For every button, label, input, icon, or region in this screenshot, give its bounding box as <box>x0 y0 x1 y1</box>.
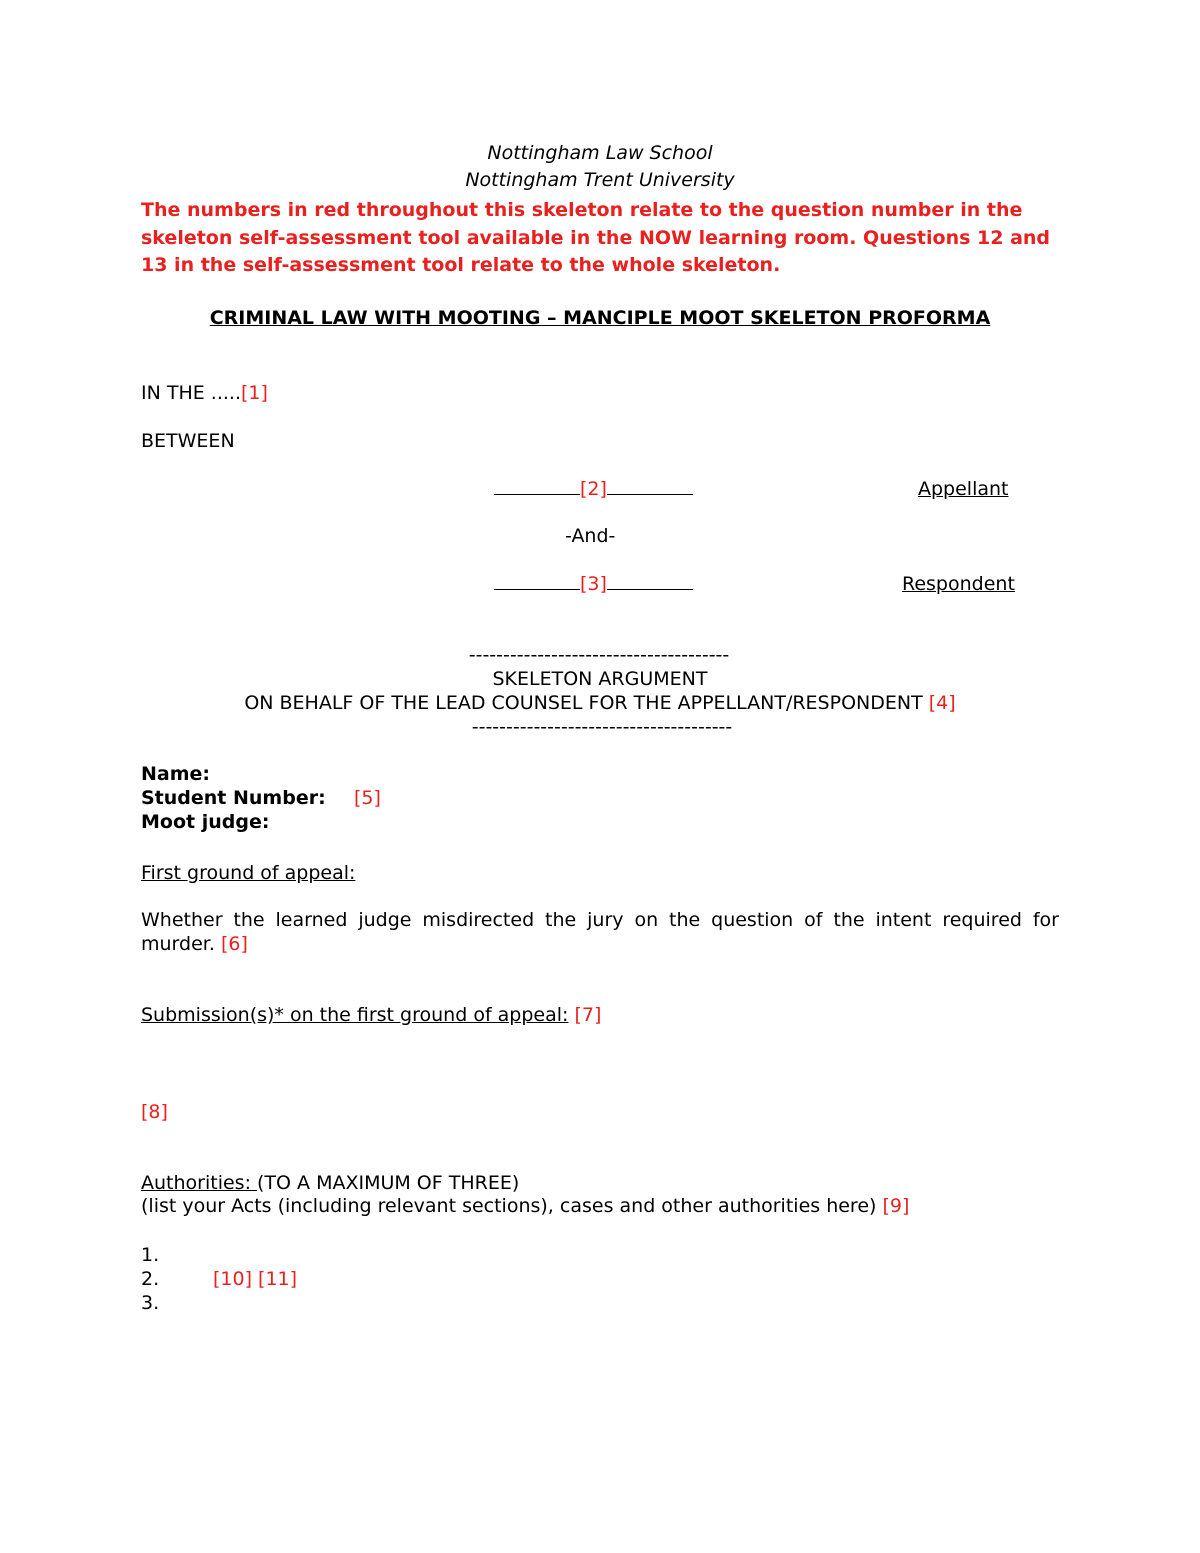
blank-line <box>494 478 580 495</box>
respondent-name-line <box>494 572 693 596</box>
authorities-heading-rest: (TO A MAXIMUM OF THREE) <box>257 1172 520 1194</box>
student-number-line <box>141 786 326 810</box>
appellant-marker: [2] <box>580 478 607 500</box>
ground-text-line1: Whether the learned judge misdirected the jury on the question of the intent required for <box>141 909 1059 931</box>
authority-item-2: 2. <box>141 1268 160 1290</box>
name-label: Name: <box>141 763 211 785</box>
student-number-label: Student Number: <box>141 787 326 809</box>
submissions-heading: Submission(s)* on the first ground of appeal: <box>141 1004 569 1026</box>
student-number-marker: [5] <box>354 787 381 809</box>
authority-item-2-markers: [10] [11] <box>213 1268 298 1290</box>
between-label: BETWEEN <box>141 430 235 452</box>
appellant-name-line <box>494 477 693 501</box>
skeleton-title: SKELETON ARGUMENT <box>492 668 708 690</box>
ground-text <box>141 908 1059 956</box>
submissions-line <box>141 1003 601 1027</box>
blank-line <box>607 478 693 495</box>
authorities-heading-line <box>141 1171 519 1195</box>
ground-heading: First ground of appeal: <box>141 862 356 884</box>
instruction-note: The numbers in red throughout this skeleton relate to the question number in the skeleton self-assessment tool available in the NOW learning room. Questions 12 and 13 in the self-assessment tool relate to the whole skeleton. <box>141 199 1051 276</box>
and-label: -And- <box>565 525 616 547</box>
authorities-note-line <box>141 1194 909 1218</box>
document-title: CRIMINAL LAW WITH MOOTING – MANCIPLE MOOT SKELETON PROFORMA <box>209 307 991 329</box>
moot-judge-label: Moot judge: <box>141 811 270 833</box>
court-text: IN THE ..... <box>141 382 241 404</box>
bottom-rule: -------------------------------------- <box>471 716 733 738</box>
blank-line <box>607 573 693 590</box>
authorities-note: (list your Acts (including relevant sections), cases and other authorities here) <box>141 1195 877 1217</box>
authorities-marker: [9] <box>882 1195 910 1217</box>
submissions-marker-2: [8] <box>141 1101 168 1123</box>
respondent-marker: [3] <box>580 573 607 595</box>
authority-item-3: 3. <box>141 1292 160 1314</box>
skeleton-subtitle: ON BEHALF OF THE LEAD COUNSEL FOR THE APPELLANT/RESPONDENT <box>244 692 923 714</box>
skeleton-subtitle-marker: [4] <box>928 692 956 714</box>
blank-line <box>494 573 580 590</box>
authority-item-1: 1. <box>141 1244 160 1266</box>
university-name: Nottingham Trent University <box>465 169 735 191</box>
skeleton-subtitle-line <box>0 691 1200 715</box>
appellant-label: Appellant <box>918 478 1009 500</box>
ground-marker: [6] <box>220 933 248 955</box>
respondent-label: Respondent <box>902 573 1015 595</box>
ground-text-line2: murder. <box>141 933 215 955</box>
court-marker: [1] <box>241 382 268 404</box>
authorities-heading: Authorities: <box>141 1172 258 1194</box>
court-line <box>141 381 268 405</box>
top-rule: -------------------------------------- <box>468 644 730 666</box>
submissions-marker: [7] <box>574 1004 602 1026</box>
school-name: Nottingham Law School <box>487 142 713 164</box>
